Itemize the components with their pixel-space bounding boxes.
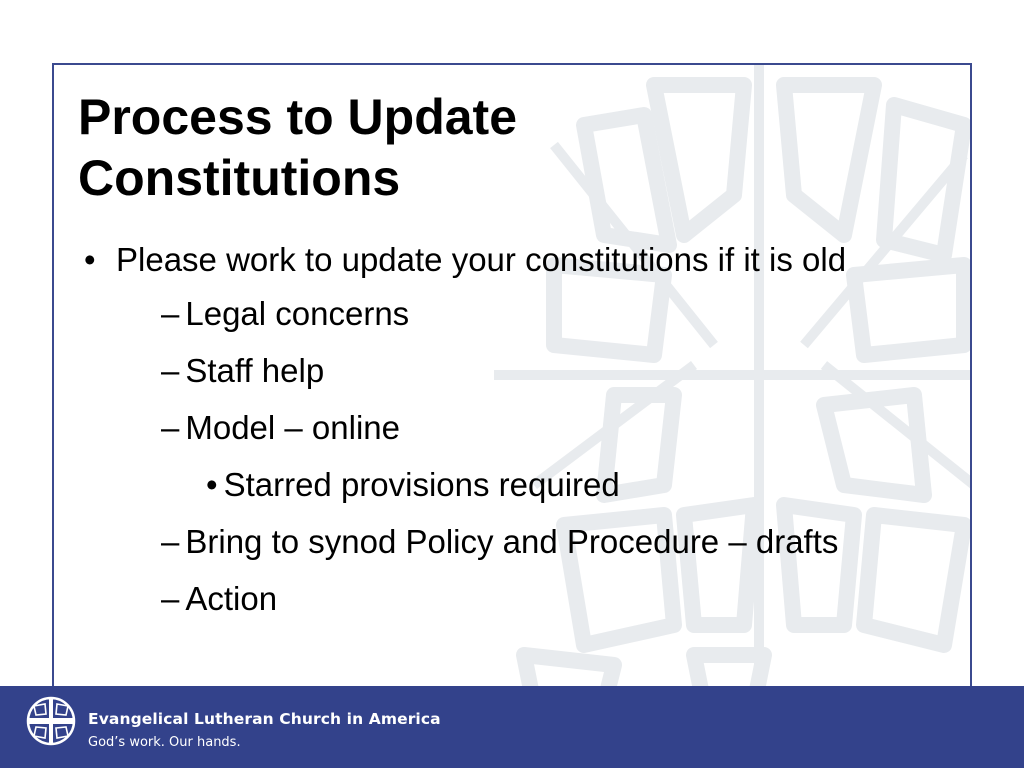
elca-cross-logo-icon bbox=[26, 696, 76, 746]
sub-bullet-item bbox=[76, 577, 956, 621]
dash-icon: – bbox=[161, 295, 180, 332]
nested-bullet-item bbox=[76, 463, 956, 507]
sub-bullet-item bbox=[76, 349, 956, 393]
dash-icon: – bbox=[161, 409, 180, 446]
sub-bullet-text: Action bbox=[185, 580, 278, 617]
dash-icon: – bbox=[161, 580, 180, 617]
organization-tagline: God’s work. Our hands. bbox=[88, 735, 241, 750]
bullet-icon: • bbox=[84, 241, 96, 278]
nested-bullet-text: Starred provisions required bbox=[223, 466, 620, 503]
sub-bullet-text: Model – online bbox=[185, 409, 401, 446]
sub-bullet-item bbox=[76, 292, 956, 336]
slide-title-line-1: Process to Update bbox=[78, 89, 518, 145]
sub-bullet-item bbox=[76, 406, 956, 450]
main-bullet-text: Please work to update your constitutions if it is old bbox=[116, 241, 847, 278]
sub-bullet-text: Legal concerns bbox=[185, 295, 410, 332]
slide-frame bbox=[52, 63, 972, 703]
sub-bullet-text: Bring to synod Policy and Procedure – drafts bbox=[185, 523, 839, 560]
slide-title-line-2: Constitutions bbox=[78, 150, 401, 206]
dash-icon: – bbox=[161, 523, 180, 560]
slide-title bbox=[78, 87, 517, 209]
bullet-icon: • bbox=[206, 466, 218, 503]
sub-bullet-item bbox=[76, 520, 956, 564]
main-bullet-item bbox=[76, 237, 956, 282]
sub-bullet-text: Staff help bbox=[185, 352, 325, 389]
organization-name: Evangelical Lutheran Church in America bbox=[88, 710, 441, 728]
dash-icon: – bbox=[161, 352, 180, 389]
slide-content bbox=[76, 237, 956, 634]
footer-bar bbox=[0, 686, 1024, 768]
